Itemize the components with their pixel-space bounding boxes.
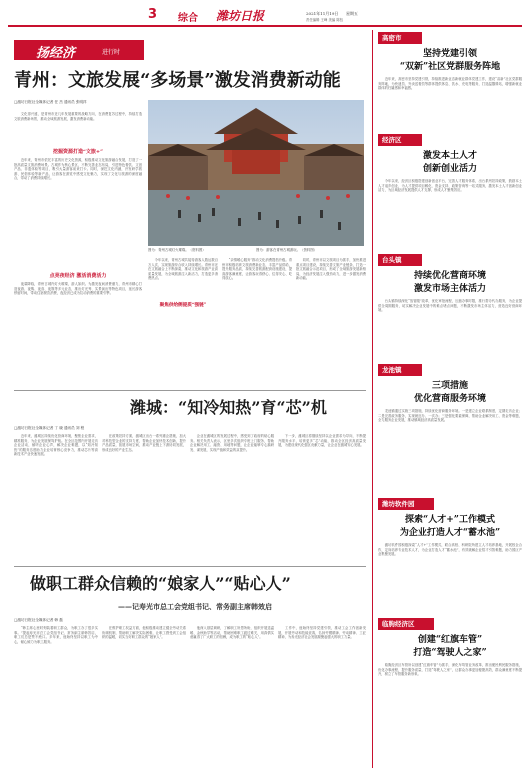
issue-weekday: 星期五: [346, 11, 358, 16]
lead-body-col3: “亲情暖心服务”推动文化消费提档升级。青州市积极培育文旅消费新业态，丰富产品供给，提升服务品质，持续完善旅游配套设施建设，提高游客满意度，让游客玩得舒心、住得安心、吃得放心。: [222, 258, 292, 281]
bottom-body-col3: 他深入基层调研，了解职工所思所盼，组织开展送温暖、金秋助学等活动，帮助困难职工渡过难关，用真情实意赢得了广大职工的信赖，成为职工的“贴心人”。: [190, 626, 274, 640]
sidebar-item-2-region: 台头镇: [378, 254, 422, 266]
sidebar-item-3-region: 龙池镇: [378, 364, 422, 376]
second-headline: 潍城：“知冷知热”育“芯”机: [130, 398, 327, 417]
sidebar-item-1-body: 今年以来，经济区积极搭建创新创业平台，完善人才服务体系，出台系列扶持政策，鼓励本土人才返乡创业，为人才提供项目孵化、资金支持、政策咨询等一站式服务，激发本土人才创新创业活力，为区域经济发展提供人才支撑，形成人才聚集效应。: [378, 179, 522, 193]
subhead-3: 聚焦供给侧提质“强链”: [159, 303, 207, 308]
newspaper-name: 潍坊日报: [216, 9, 265, 23]
bottom-subtitle: ——记寿光市总工会党组书记、常务副主席韩效启: [118, 602, 272, 611]
sidebar-item-0-title-2: “双新”社区党群服务阵地: [399, 62, 501, 72]
sidebar-item-1-title-1: 激发本土人才: [422, 151, 477, 161]
section-name: 综合: [178, 13, 198, 24]
sidebar-item-3-title-1: 三项措施: [431, 381, 468, 391]
sidebar-item-3-body: 龙池镇通过实施三项措施，持续优化营商服务环境。一是建立企业联系制度，定期走访企业；二是完善政务服务，实现就近办、一次办；三是强化要素保障，帮助企业解决用工、资金等难题，全力服务企业发展，推动镇域经济高质量发展。: [378, 409, 522, 423]
bottom-body-col1: “韩主席心里时刻装着职工群众，为职工办了很多实事。”提起寿光市总工会党组书记、常务副主席韩效启，职工们总是赞不绝口。多年来，他始终坚持以职工为中心，倾心倾力为职工服务。: [14, 626, 98, 644]
lead-body-col1b: 近年来，青州市依托丰富的历史文化资源，积极推动文化旅游融合发展，打造了一批高质量文旅消费场景。古城作为核心景区，不断完善业态布局，引进特色餐饮、文创产品、非遗体验等项目，吸引大量游客前来打卡。同时，深挖文化内涵，开发研学旅游、民俗体验等新产品，让游客在游览中感受文化魅力，实现了文化与旅游的深度融合，带动了消费持续增长。: [14, 158, 142, 181]
subhead-2: 点亮夜经济 激活消费活力: [49, 273, 107, 279]
second-body-col1: 近年来，潍城区持续优化营商环境，聚焦企业需求，精准服务，为企业发展保驾护航。在全区范围内开展走访企业活动，倾听企业心声，解决企业难题，以“知冷知热”的服务态度助力企业培育核心竞争力，推动芯片等高新技术产业快速发展。: [14, 434, 98, 457]
subhead-1: 挖掘资源打造“文旅+”: [53, 149, 103, 155]
bottom-body-col2: 在维护职工权益方面，他积极推动建立健全劳动关系协调机制，帮助职工解决实际困难，让职工感受到工会组织的温暖，切实当好职工群众的“娘家人”。: [102, 626, 186, 640]
sidebar-item-4-body: 潍坊软件园积极探索“人才+”工作模式，联合高校、科研院所建立人才培养基地，开展校企合作，定向培养专业技术人才，为企业打造人才“蓄水池”，有效破解企业招才引智难题，助力园区产业集聚发展。: [378, 543, 522, 557]
lead-headline: 青州：文旅发展“多场景”激发消费新动能: [14, 70, 341, 91]
section-rule-1: [14, 390, 366, 391]
lead-photo-graphic: [148, 100, 364, 246]
sidebar-item-4-title-2: 为企业打造人才“蓄水池”: [399, 528, 501, 538]
bottom-body-col4: 工作中，他始终坚持党建引领，推动工会工作创新发展，开展劳动和技能竞赛，弘扬劳模精神、劳动精神、工匠精神，为寿光经济社会发展凝聚起强大的职工力量。: [278, 626, 366, 640]
sidebar-item-2-title-1: 持续优化营商环境: [413, 271, 486, 281]
sidebar-item-3-title-2: 优化营商服务环境: [413, 394, 486, 404]
sidebar-item-2-title-2: 激发市场主体活力: [413, 284, 486, 294]
second-body-col4: 下一步，潍城区将继续坚持以企业需求为导向，不断提升服务水平，培育更多“芯”动能，推动全区经济高质量发展，为建设现代化强区贡献力量，让企业在潍城安心发展。: [278, 434, 366, 448]
lead-kicker: [14, 40, 144, 60]
sidebar-item-5-region: 临朐经济区: [378, 618, 434, 630]
sidebar-item-0-body: 近年来，高密市坚持党建引领，持续推进新业态新就业群体党建工作，建设“双新”社区党群服务阵地，为快递员、外卖送餐员等群体提供休息、饮水、充电等服务，打造温馨驿站，增强新就业群体的归属感和幸福感。: [378, 77, 522, 91]
sidebar-item-5-title-1: 创建“红旗车管”: [417, 635, 483, 645]
sidebar-item-1-region: 经济区: [378, 134, 422, 146]
editor-credit: 责任编辑 王峰 美编 陈钰: [306, 18, 344, 22]
sidebar-item-4-title-1: 探索“人才+”工作模式: [405, 515, 495, 525]
masthead-rule: [8, 25, 522, 27]
kicker-sub: 进行时: [102, 49, 121, 56]
bottom-byline: □潍坊日报社全媒体记者 韩 磊: [14, 618, 63, 622]
sidebar-item-2-body: 台头镇持续深化“放管服”改革，优化审批流程，压缩办事时限，推行帮办代办服务，为企业提供全周期服务，切实解决企业发展中的难点堵点问题，不断激发市场主体活力，营造良好营商环境。: [378, 299, 522, 313]
lead-photo-caption-1: 图为：青州古城灯火璀璨。（资料图）: [148, 248, 206, 252]
sidebar-item-5-body: 临朐经济区车管所以创建“红旗车管”为抓手，深化车驾管业务改革，推出便民利民服务措施，优化办事流程，提升服务质量，打造“驾驶人之家”，让群众办事更加便捷高效，群众满意度不断提升，树立了车管服务新形象。: [378, 663, 522, 677]
lead-byline: □潍坊日报社全媒体记者 任 杰 通讯员 张明祥: [14, 100, 87, 104]
masthead: [8, 6, 522, 24]
lead-photo-caption-2: 图为：游客在青州古城游玩。（资料图）: [256, 248, 318, 252]
lead-body-col4: 同时，青州市以文旅项目为抓手，加快推进重点项目建设，持续完善文旅产业链条，打造一批文旅融合示范项目，形成了全域旅游发展新格局，为经济发展注入强劲动力，进一步激发消费新动能。: [296, 258, 366, 281]
sidebar-item-5-title-2: 打造“驾驶人之家”: [413, 648, 487, 658]
lead-body-col1c: 夜幕降临，青州古城内灯火璀璨，游人如织。为激发夜间消费潜力，青州市精心打造夜游、夜购、夜食、夜娱等多元业态，推出灯光秀、实景演出等特色项目，延长游客停留时间，带动住宿餐饮消费，夜经济已成为拉动消费的重要引擎。: [14, 282, 142, 296]
second-byline: □潍坊日报社全媒体记者 丁 晓 通讯员 刘 程: [14, 426, 85, 430]
second-body-col2: 在政策扶持方面，潍城区出台一系列惠企措施，加大对科技型企业的支持力度，帮助企业加快技术创新，提升产品质量，拓展市场空间，推动产业链上下游协同发展，形成良好的产业生态。: [102, 434, 186, 452]
lead-body-col2: 今年以来，青州古城共接待游客人数达数百万人次，实现旅游综合收入持续增长。青州市还在文旅融合上不断探索，推动文化和旅游产业高质量发展，为全域旅游注入新活力，打造更多消费热点。: [148, 258, 218, 281]
sidebar-item-1-title-2: 创新创业活力: [422, 164, 477, 174]
bottom-headline: 做职工群众信赖的“娘家人”“贴心人”: [30, 574, 291, 593]
issue-date: 2021年11月19日: [306, 11, 339, 16]
sidebar-header: 高密市: [378, 32, 422, 44]
page-number: 3: [148, 7, 158, 22]
lead-photo: [148, 100, 364, 246]
section-rule-2: [14, 566, 366, 567]
kicker-text: 扬经济: [36, 46, 76, 61]
second-body-col3: 企业在潍城区的发展过程中，感受到了政府的贴心服务。相关负责人表示，区里多次组织专班上门服务，帮助企业解决用工、融资、用地等问题，让企业能够专心搞研发、谋发展，实现产值和效益的双提升。: [190, 434, 274, 452]
sidebar-item-4-region: 潍坊软件园: [378, 498, 434, 510]
sidebar-divider: [372, 30, 373, 768]
sidebar-item-0-title-1: 坚持党建引领: [422, 49, 477, 59]
lead-body-col1: 文化得兴盛，是青州市近几年发展重要的战略方向，在消费复苏过程中，持续打造文旅消费新场景，推动全域旅游发展，激发消费新动能。: [14, 112, 142, 121]
second-photo: [256, 240, 364, 242]
